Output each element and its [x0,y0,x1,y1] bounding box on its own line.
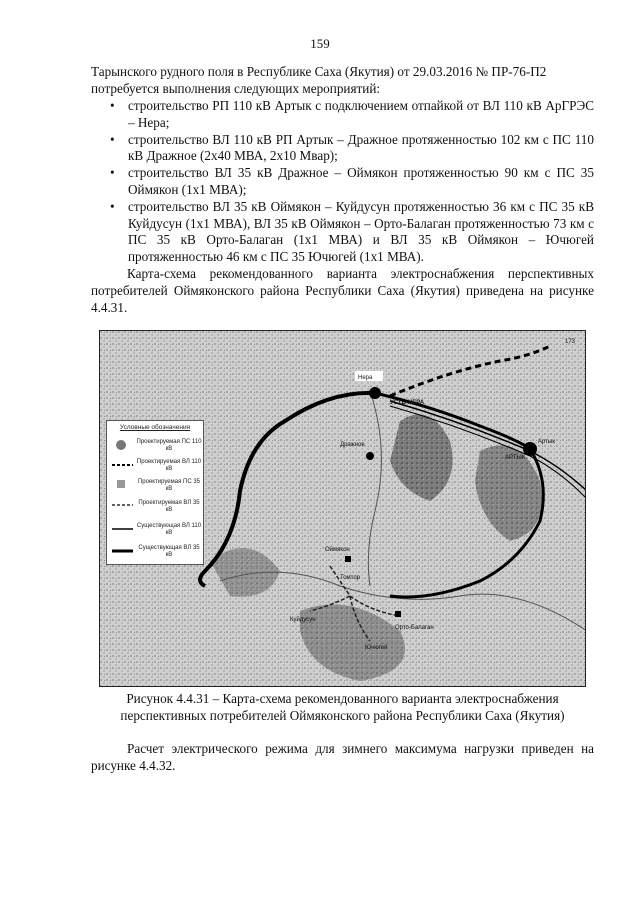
map-legend [106,420,204,565]
legend-title: Условные обозначения [119,424,191,431]
substation-nera [369,387,381,399]
substation-drazhnoe [366,452,374,460]
label-road-number: 173 [565,339,576,345]
label-nera: Нера [358,375,373,381]
intro-line-2: потребуется выполнения следующих мероприятий: [91,80,381,96]
measure-item: • строительство ВЛ 35 кВ Дражное – Оймякон протяженностью 90 км с ПС 35 Оймякон (1х1 МВА); [128,165,594,199]
legend-item: Проектируемая ВЛ 110 кВ [136,459,202,472]
figure-caption [91,691,594,725]
label-kuydusun: Куйдусун [290,617,316,623]
map-intro-paragraph: Карта-схема рекомендованного варианта электроснабжения перспективных потребителей Оймяконского района Республики Саха (Якутия) приведена на рисунке 4.4.31. [91,266,594,315]
label-artyk: Артык [538,439,555,445]
label-drazhnoe: Дражное [340,442,365,448]
intro-line-1: Тарынского рудного поля в Республике Саха (Якутия) от 29.03.2016 № ПР-76-П2 [91,64,547,79]
projected-35kv-substation-icon [117,480,125,488]
label-ust-nera: УСТЬ-НЕРА [390,400,425,406]
substation-orto-balagan [395,611,401,617]
legend-item: Проектируемая ПС 110 кВ [136,439,202,452]
substation-artyk [523,442,537,456]
label-orto-balagan: Орто-Балаган [395,625,434,631]
closing-paragraph: Расчет электрического режима для зимнего максимума нагрузки приведен на рисунке 4.4.32. [91,741,594,773]
label-tomtor: Томтор [340,575,361,581]
caption-line-2: перспективных потребителей Оймяконского района Республики Саха (Якутия) [120,707,565,723]
measures-list [128,98,594,266]
measure-item: • строительство ВЛ 35 кВ Оймякон – Куйдусун протяженностью 36 км с ПС 35 кВ Куйдусун (1х1 МВА), ВЛ 35 кВ Оймякон – Орто-Балаган протяженностью 73 км с ПС 35 кВ Орто-Балаган (1х1 МВА) и ВЛ 35 кВ Оймякон – Ючюгей протяженностью 46 км с ПС 35 Ючюгей (1х1 МВА). [128,199,594,266]
caption-line-1: Рисунок 4.4.31 – Карта-схема рекомендованного варианта электроснабжения [126,691,559,706]
substation-oymyakon [345,556,351,562]
measure-item: • строительство РП 110 кВ Артык с подключением отпайкой от ВЛ 110 кВ АрГРЭС – Нера; [128,98,594,132]
projected-110kv-substation-icon [116,440,126,450]
legend-item: Проектируемая ВЛ 35 кВ [138,500,200,513]
label-artyk-town: АРТЫК [505,455,526,461]
label-yuchyugey: Ючюгей [365,645,388,651]
page-number: 159 [310,36,330,51]
legend-symbols [109,433,137,568]
legend-item: Существующая ВЛ 35 кВ [138,545,200,558]
intro-paragraph [91,64,594,98]
label-oymyakon: Оймякон [325,547,350,553]
measure-item: • строительство ВЛ 110 кВ РП Артык – Дражное протяженностью 102 км с ПС 110 кВ Дражное (2х40 МВА, 2х10 Мвар); [128,132,594,166]
legend-item: Существующая ВЛ 110 кВ [136,523,202,536]
legend-item: Проектируемая ПС 35 кВ [137,479,201,492]
